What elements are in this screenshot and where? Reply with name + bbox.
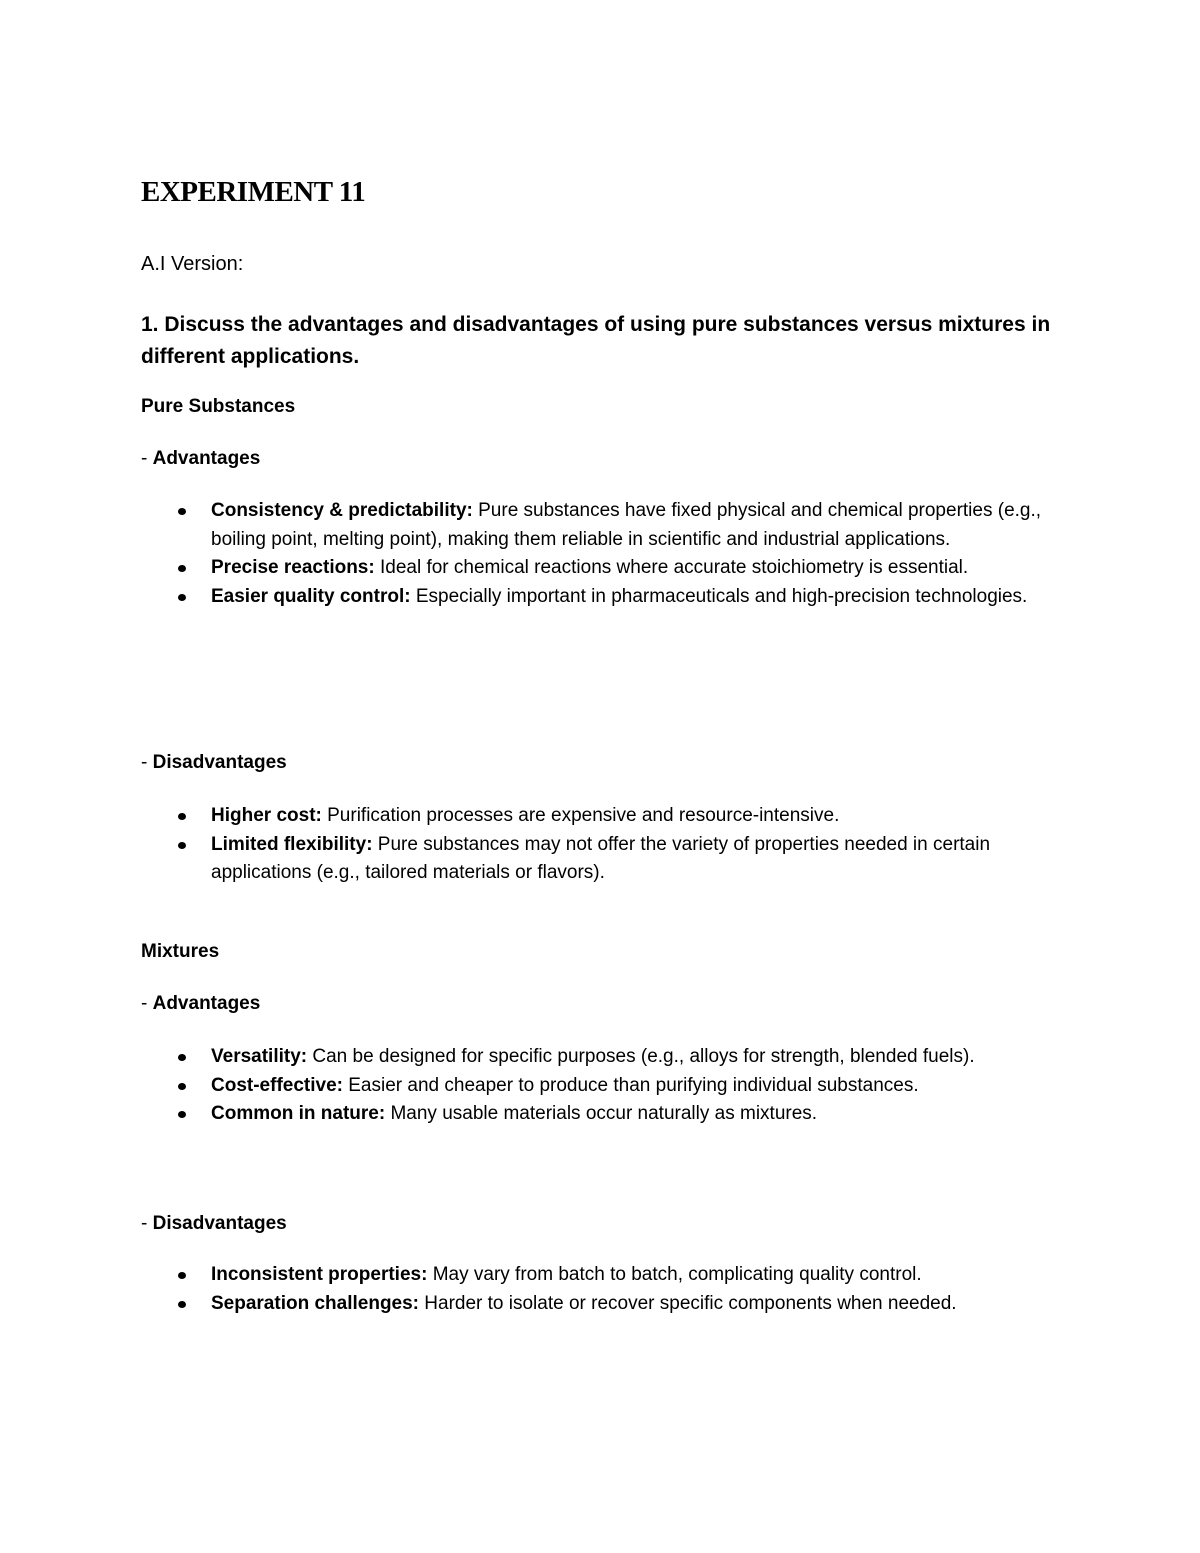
item-term: Higher cost:: [211, 805, 322, 826]
dash: -: [141, 752, 153, 773]
mixtures-advantages-list: [141, 1043, 1071, 1129]
mixtures-disadvantages-label: [141, 1213, 287, 1235]
mixtures-advantages-label: [141, 993, 260, 1015]
item-term: Precise reactions:: [211, 557, 375, 578]
list-item: [141, 1043, 1071, 1072]
list-item: [141, 554, 1071, 583]
item-text: Harder to isolate or recover specific components when needed.: [419, 1292, 957, 1314]
version-label: A.I Version:: [141, 253, 244, 275]
pure-advantages-label: [141, 448, 260, 470]
list-item: [141, 1100, 1071, 1129]
item-term: Consistency & predictability:: [211, 500, 473, 521]
pure-advantages-label-text: Advantages: [152, 448, 261, 469]
item-text: Ideal for chemical reactions where accurate stoichiometry is essential.: [374, 557, 969, 578]
section-heading-mixtures: Mixtures: [141, 941, 220, 962]
list-item: [141, 1261, 1071, 1290]
bullet-icon: [178, 565, 186, 572]
mixtures-disadvantages-label-text: Disadvantages: [152, 1213, 287, 1234]
bullet-icon: [178, 594, 186, 601]
list-item: [141, 831, 1071, 888]
item-term: Separation challenges:: [211, 1292, 420, 1314]
mixtures-disadvantages-list: [141, 1261, 1071, 1318]
item-text: Pure substances may not offer the variety of properties needed in certain applications (e.g., tailored materials or flavors).: [211, 833, 991, 883]
bullet-icon: [178, 842, 186, 849]
item-term: Easier quality control:: [211, 585, 411, 607]
bullet-icon: [178, 1272, 186, 1279]
item-term: Cost-effective:: [211, 1074, 343, 1096]
list-item: [141, 1072, 1071, 1101]
list-item: [141, 802, 1071, 831]
item-term: Limited flexibility:: [211, 833, 373, 855]
item-text: Many usable materials occur naturally as mixtures.: [385, 1103, 818, 1124]
list-item: [141, 1290, 1071, 1319]
list-item: [141, 583, 1071, 612]
pure-advantages-list: [141, 497, 1071, 611]
bullet-icon: [178, 1111, 186, 1118]
bullet-icon: [178, 813, 186, 820]
item-text: Especially important in pharmaceuticals and high-precision technologies.: [410, 585, 1028, 607]
item-term: Common in nature:: [211, 1103, 386, 1124]
pure-disadvantages-label-text: Disadvantages: [152, 752, 287, 773]
pure-disadvantages-label: [141, 752, 287, 774]
bullet-icon: [178, 1301, 186, 1308]
dash: -: [141, 1213, 153, 1234]
item-text: Pure substances have fixed physical and chemical properties (e.g., boiling point, melting point), making them reliable in scientific and industrial applications.: [211, 500, 1042, 550]
section-heading-pure-substances: Pure Substances: [141, 396, 296, 417]
item-term: Versatility:: [211, 1046, 308, 1067]
item-text: Can be designed for specific purposes (e.g., alloys for strength, blended fuels).: [307, 1046, 975, 1067]
item-term: Inconsistent properties:: [211, 1264, 428, 1285]
bullet-icon: [178, 1083, 186, 1090]
list-item: [141, 497, 1071, 554]
mixtures-advantages-label-text: Advantages: [152, 993, 261, 1014]
item-text: Easier and cheaper to produce than purifying individual substances.: [342, 1074, 919, 1096]
bullet-icon: [178, 1054, 186, 1061]
dash: -: [141, 448, 153, 469]
dash: -: [141, 993, 153, 1014]
bullet-icon: [178, 508, 186, 515]
item-text: Purification processes are expensive and resource-intensive.: [321, 805, 840, 826]
document-title: EXPERIMENT 11: [141, 176, 366, 208]
question-text: 1. Discuss the advantages and disadvantages of using pure substances versus mixtures in different applications.: [141, 313, 1051, 368]
item-text: May vary from batch to batch, complicating quality control.: [427, 1264, 922, 1285]
pure-disadvantages-list: [141, 802, 1071, 888]
